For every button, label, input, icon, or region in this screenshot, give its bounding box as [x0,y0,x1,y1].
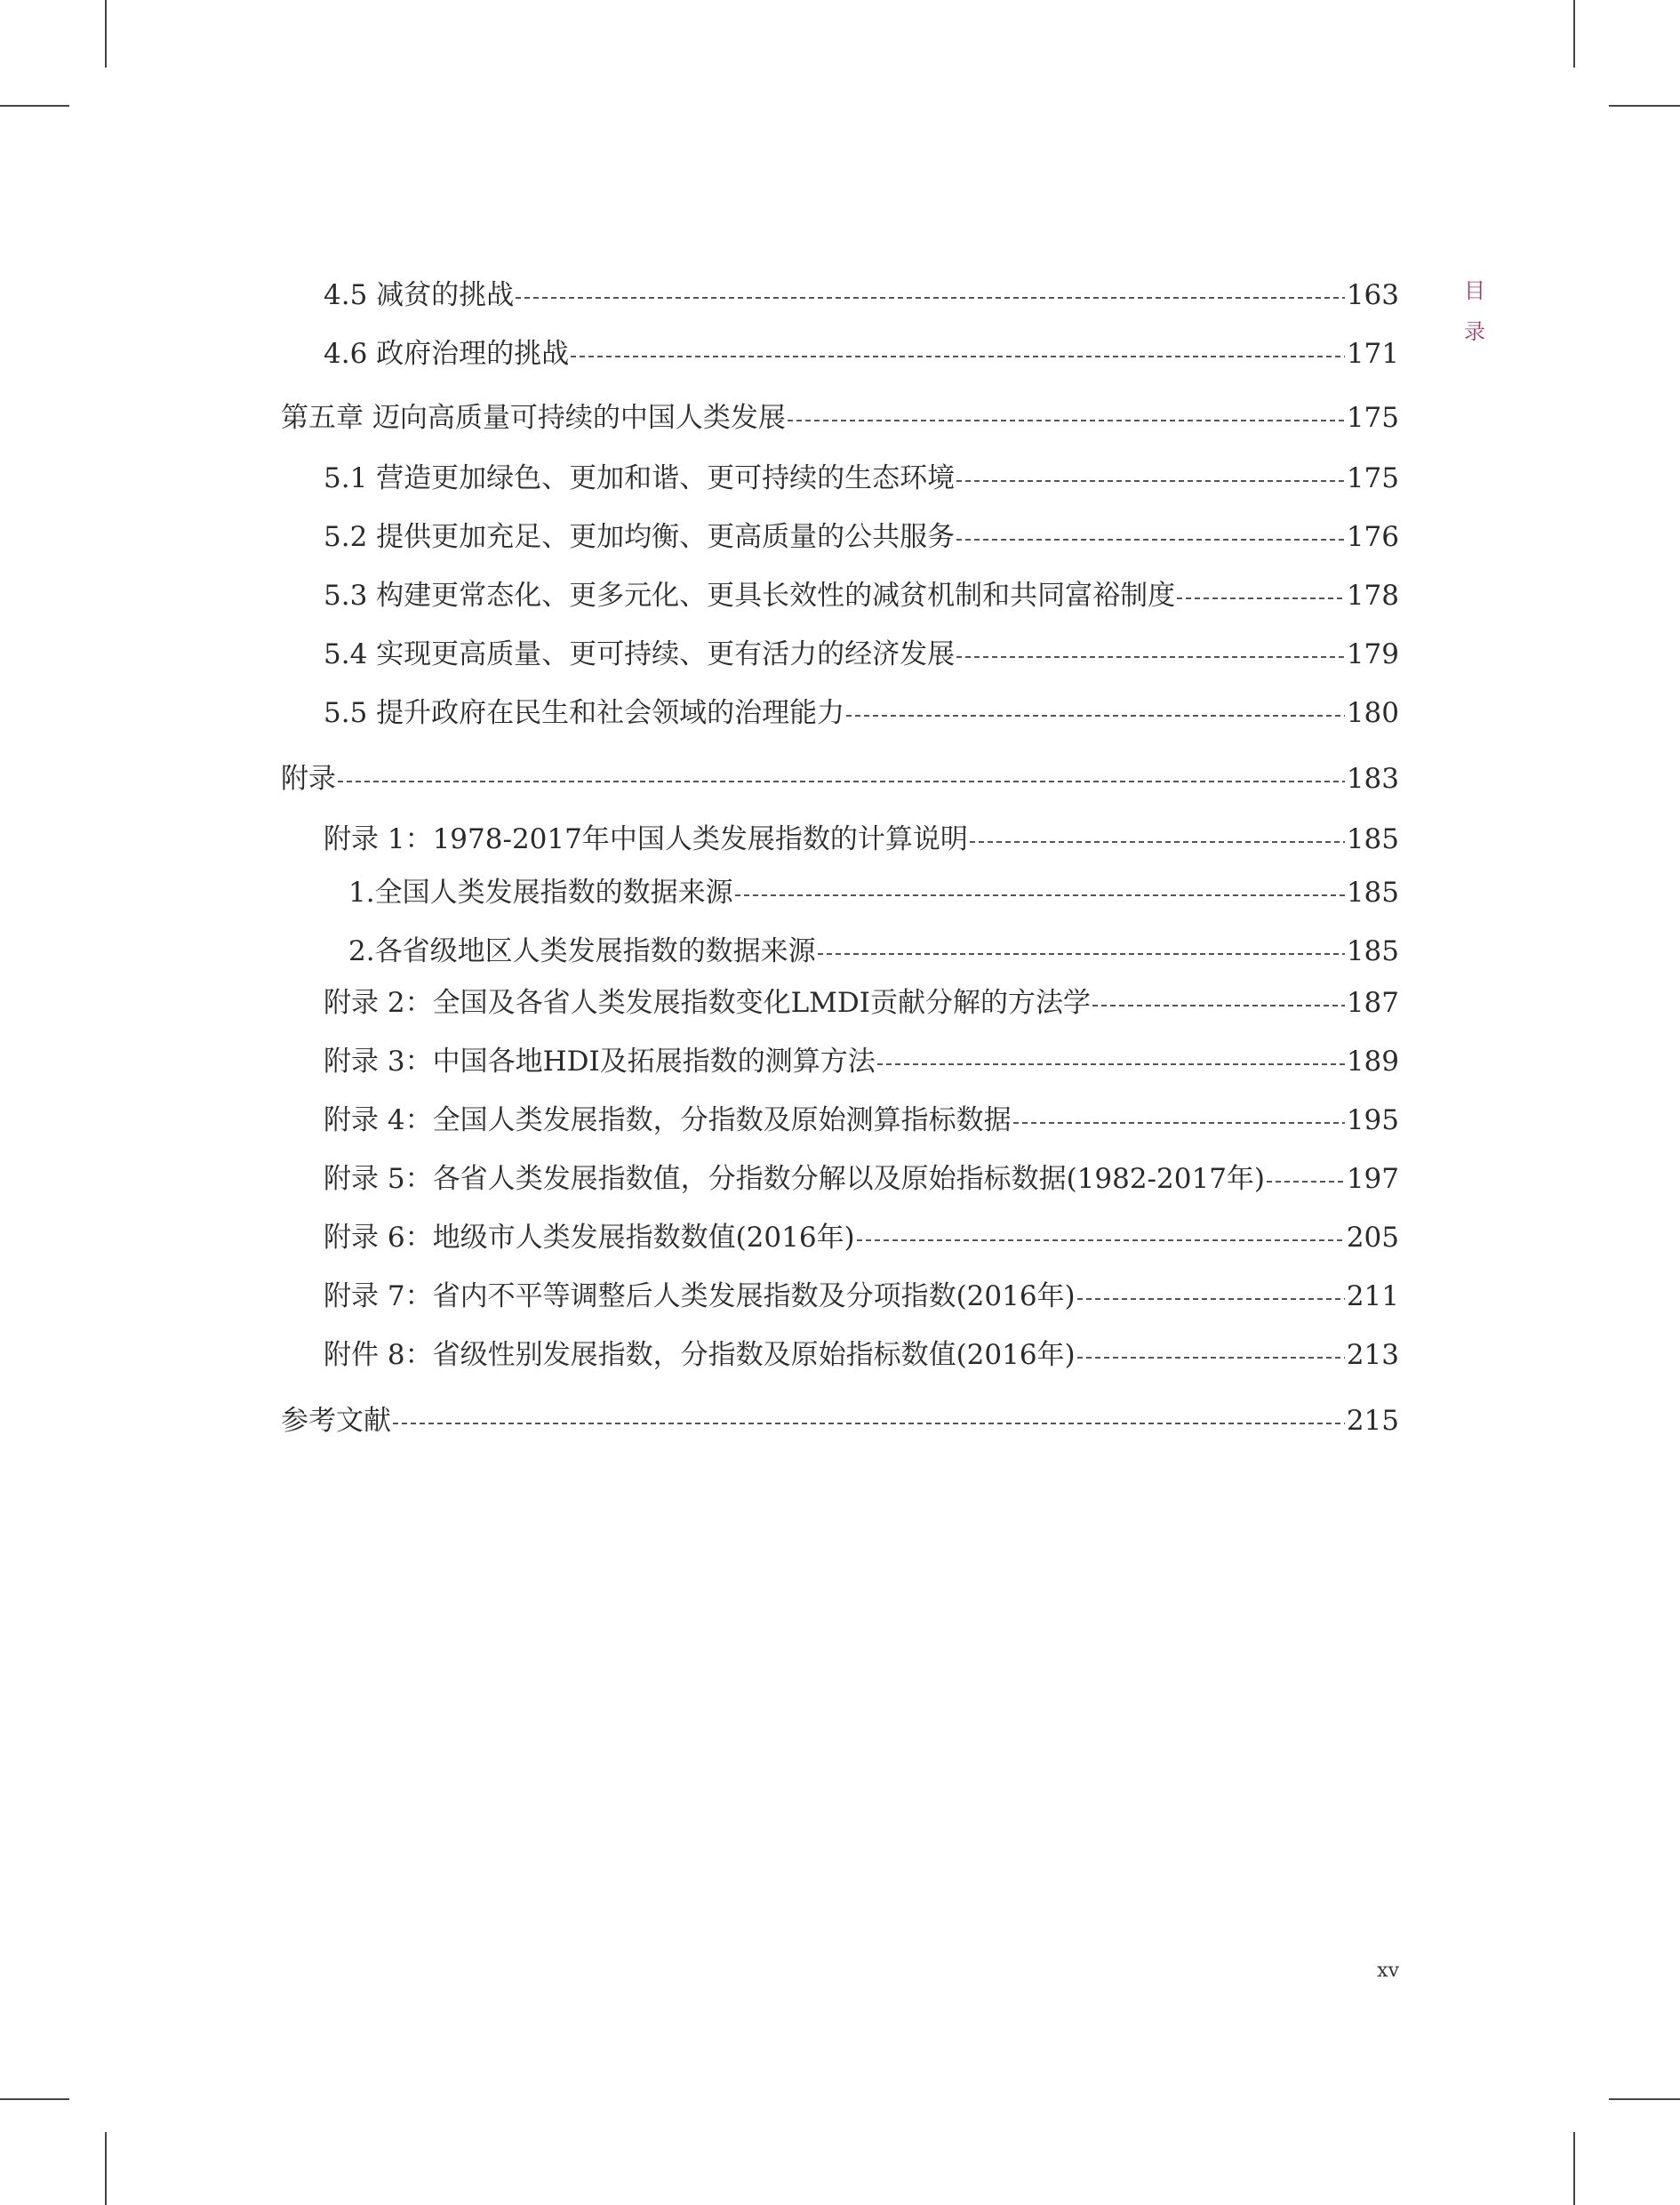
toc-entry[interactable] [281,980,1399,1026]
crop-mark-bottom-left [105,2132,107,2205]
toc-entry-page-number: 189 [1346,1046,1399,1078]
table-of-contents [281,0,1399,2205]
toc-entry-title: 参考文献 [281,1405,391,1437]
toc-entry-title: 5.1 营造更加绿色、更加和谐、更可持续的生态环境 [324,462,956,494]
crop-mark-top-right-h [1609,105,1680,107]
toc-leader-dashes [956,656,1345,658]
toc-leader-dashes [970,841,1345,843]
toc-entry-title: 附录 5：各省人类发展指数值，分指数分解以及原始指标数据(1982-2017年) [324,1163,1266,1195]
toc-leader-dashes [877,1063,1345,1065]
toc-entry-title: 5.3 构建更常态化、更多元化、更具长效性的减贫机制和共同富裕制度 [324,580,1176,612]
toc-entry[interactable] [281,1215,1399,1261]
toc-leader-dashes [1077,1357,1345,1359]
toc-leader-dashes [1013,1122,1345,1124]
toc-entry-title: 第五章 迈向高质量可持续的中国人类发展 [281,402,786,434]
toc-leader-dashes [818,953,1345,955]
toc-entry-page-number: 163 [1346,279,1399,311]
toc-entry-title: 附录 [281,763,336,795]
toc-leader-dashes [735,894,1345,896]
toc-leader-dashes [788,420,1345,421]
toc-entry-page-number: 185 [1346,823,1399,855]
toc-entry-title: 附录 1：1978-2017年中国人类发展指数的计算说明 [324,823,968,855]
toc-entry[interactable] [281,272,1399,318]
toc-entry-title: 5.2 提供更加充足、更加均衡、更高质量的公共服务 [324,521,956,553]
toc-entry-page-number: 183 [1346,763,1399,795]
page-number: xv [1377,1960,1399,1982]
toc-entry-page-number: 205 [1346,1222,1399,1254]
running-head-char: 目 [1464,278,1485,303]
toc-leader-dashes [393,1423,1345,1424]
running-head-char: 录 [1464,319,1485,344]
toc-leader-dashes [1177,597,1345,599]
toc-entry[interactable] [281,870,1399,916]
toc-entry-title: 附录 4：全国人类发展指数，分指数及原始测算指标数据 [324,1104,1012,1136]
toc-entry-title: 附录 6：地级市人类发展指数数值(2016年) [324,1222,855,1254]
crop-mark-top-right [1573,0,1575,68]
toc-leader-dashes [571,356,1345,357]
toc-entry-page-number: 213 [1346,1339,1399,1371]
toc-entry-page-number: 175 [1346,462,1399,494]
toc-entry[interactable] [281,1398,1399,1444]
toc-entry-title: 附录 7：省内不平等调整后人类发展指数及分项指数(2016年) [324,1280,1076,1312]
toc-entry-page-number: 185 [1346,877,1399,909]
toc-leader-dashes [956,539,1345,541]
running-head [1461,270,1488,352]
toc-entry-title: 附录 3：中国各地HDI及拓展指数的测算方法 [324,1046,876,1078]
toc-entry[interactable] [281,514,1399,560]
toc-entry[interactable] [281,395,1399,441]
toc-entry[interactable] [281,1156,1399,1202]
toc-entry-page-number: 187 [1346,987,1399,1019]
toc-entry-title: 5.5 提升政府在民生和社会领域的治理能力 [324,697,845,729]
toc-entry[interactable] [281,928,1399,974]
toc-leader-dashes [1077,1298,1345,1300]
crop-mark-bottom-left-h [0,2098,69,2100]
crop-mark-top-left-h [0,105,69,107]
toc-entry[interactable] [281,1097,1399,1143]
toc-entry-title: 附件 8：省级性别发展指数，分指数及原始指标数值(2016年) [324,1339,1076,1371]
toc-entry-page-number: 195 [1346,1104,1399,1136]
toc-entry-page-number: 185 [1346,935,1399,967]
toc-leader-dashes [1092,1005,1345,1006]
toc-entry-page-number: 179 [1346,638,1399,670]
toc-entry-page-number: 211 [1346,1280,1399,1312]
toc-leader-dashes [1267,1181,1345,1183]
toc-entry[interactable] [281,573,1399,619]
toc-entry-title: 4.5 减贫的挑战 [324,279,515,311]
toc-leader-dashes [956,480,1345,482]
toc-entry-page-number: 175 [1346,402,1399,434]
toc-entry-title: 4.6 政府治理的挑战 [324,338,570,370]
toc-entry[interactable] [281,756,1399,802]
toc-leader-dashes [338,781,1345,782]
toc-entry-title: 5.4 实现更高质量、更可持续、更有活力的经济发展 [324,638,956,670]
toc-leader-dashes [846,715,1345,717]
crop-mark-top-left [105,0,107,68]
toc-entry-title: 附录 2：全国及各省人类发展指数变化LMDI贡献分解的方法学 [324,987,1092,1019]
toc-leader-dashes [516,297,1345,299]
toc-entry[interactable] [281,816,1399,862]
toc-entry-page-number: 176 [1346,521,1399,553]
toc-entry-page-number: 171 [1346,338,1399,370]
toc-entry[interactable] [281,1332,1399,1378]
toc-entry[interactable] [281,331,1399,377]
toc-entry-page-number: 178 [1346,580,1399,612]
toc-entry-page-number: 197 [1346,1163,1399,1195]
crop-mark-bottom-right [1573,2132,1575,2205]
toc-entry[interactable] [281,1273,1399,1319]
toc-entry[interactable] [281,631,1399,678]
toc-entry-title: 2.各省级地区人类发展指数的数据来源 [348,935,816,967]
toc-entry-page-number: 215 [1346,1405,1399,1437]
toc-entry[interactable] [281,455,1399,501]
toc-leader-dashes [857,1239,1345,1241]
toc-entry[interactable] [281,1038,1399,1085]
toc-entry-page-number: 180 [1346,697,1399,729]
crop-mark-bottom-right-h [1609,2098,1680,2100]
toc-entry-title: 1.全国人类发展指数的数据来源 [348,877,733,909]
toc-entry[interactable] [281,690,1399,736]
